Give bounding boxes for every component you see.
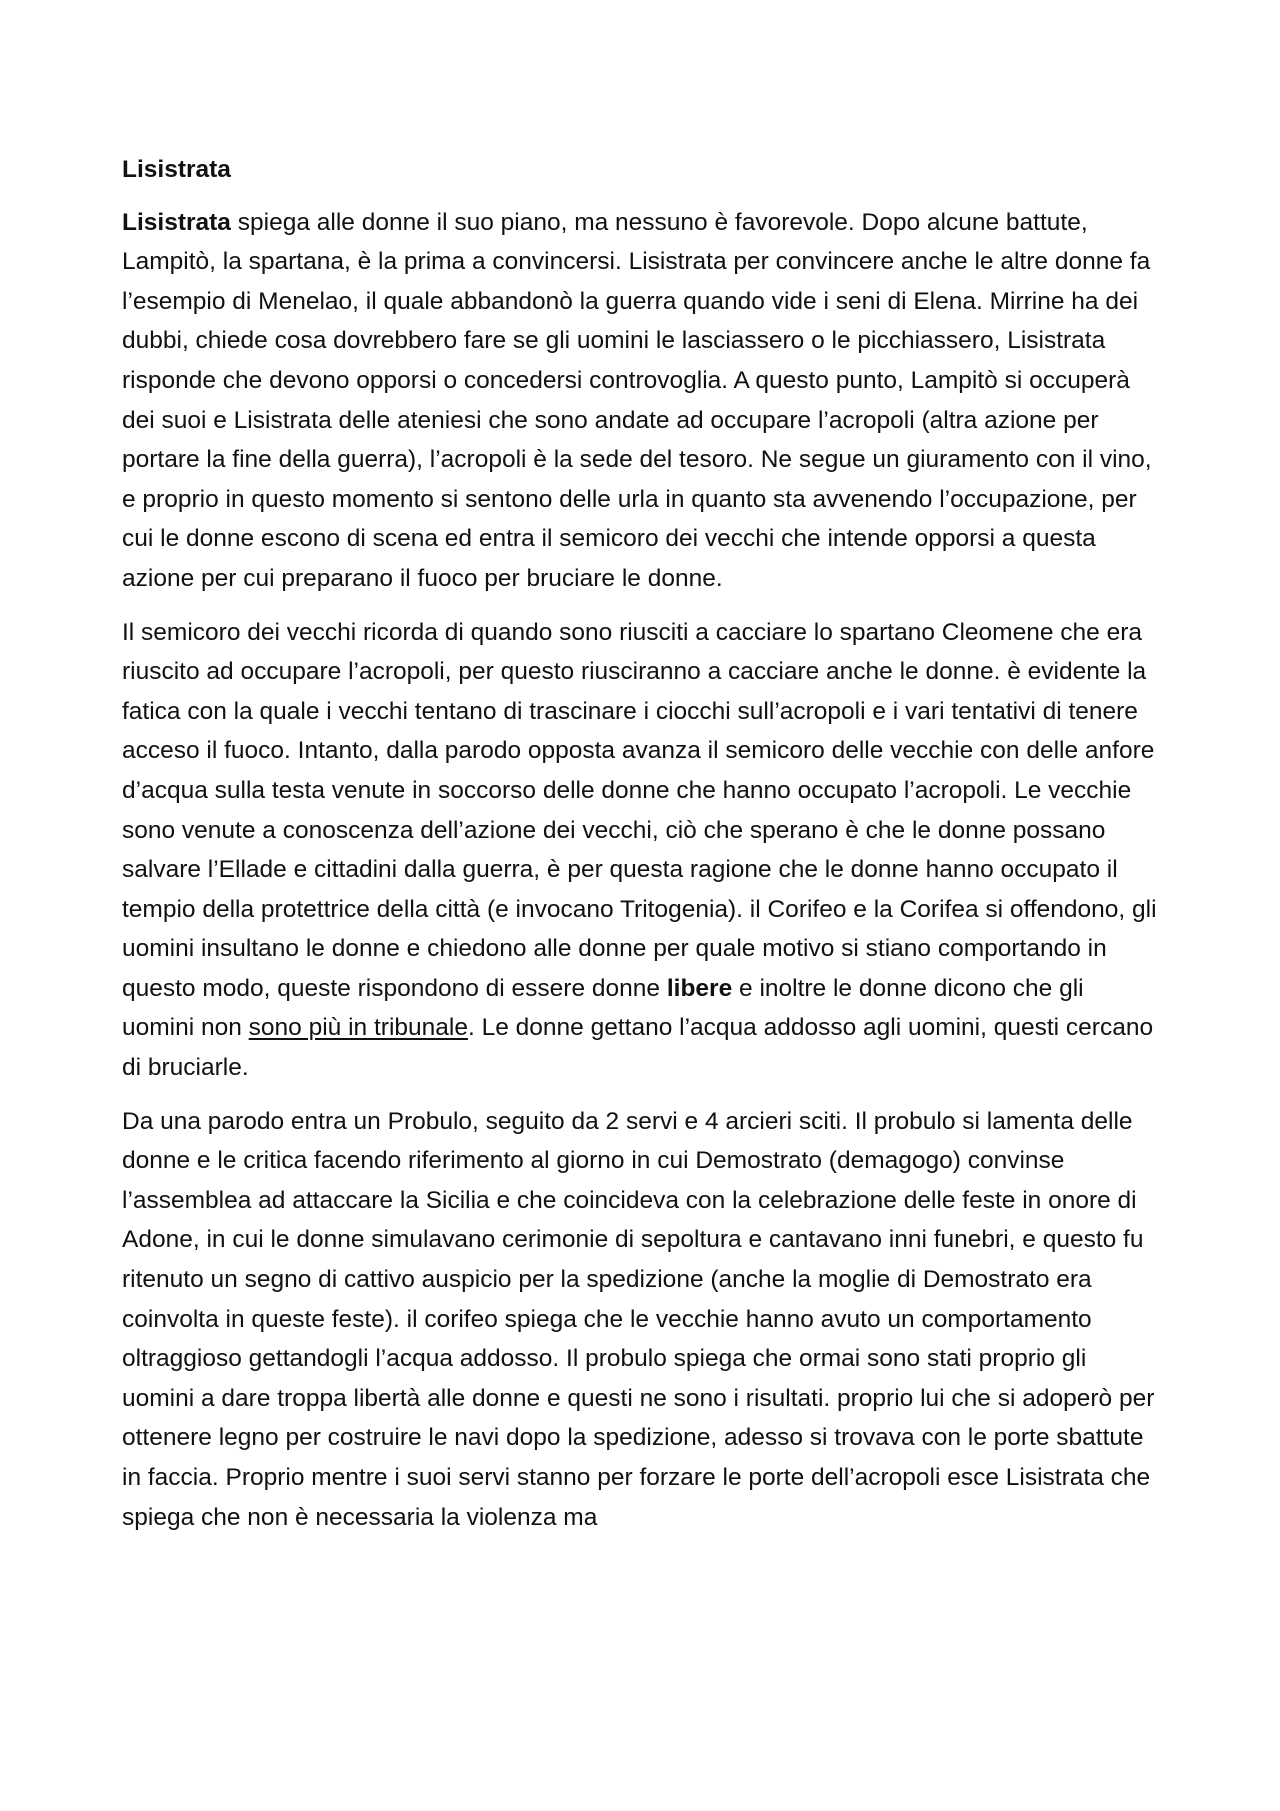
paragraph-2-text-b: e inoltre le donne dicono che gli uomini non — [122, 974, 1084, 1042]
paragraph-2-bold-word: libere — [666, 974, 733, 1002]
document-page — [122, 150, 1162, 1551]
paragraph-3-text: Da una parodo entra un Probulo, seguito da 2 servi e 4 arcieri sciti. Il probulo si lamenta delle donne e le critica facendo riferimento al giorno in cui Demostrato (demagogo) convinse l’assemblea ad attaccare la Sicilia e che coincideva con la celebrazione delle feste in onore di Adone, in cui le donne simulavano cerimonie di sepoltura e cantavano inni funebri, e questo fu ritenuto un segno di cattivo auspicio per la spedizione (anche la moglie di Demostrato era coinvolta in queste feste). il corifeo spiega che le vecchie hanno avuto un comportamento oltraggioso gettandogli l’acqua addosso. Il probulo spiega che ormai sono stati proprio gli uomini a dare troppa libertà alle donne e questi ne sono i risultati. proprio lui che si adoperò per ottenere legno per costruire le navi dopo la spedizione, adesso si trovava con le porte sbattute in faccia. Proprio mentre i suoi servi stanno per forzare le porte dell’acropoli esce Lisistrata che spiega che non è necessaria la violenza ma — [122, 1107, 1155, 1531]
paragraph-1 — [122, 203, 1162, 599]
paragraph-2-underlined-phrase: sono più in tribunale — [248, 1014, 468, 1042]
paragraph-2 — [122, 613, 1162, 1088]
paragraph-2-text-c: . Le donne gettano l’acqua addosso agli uomini, questi cercano di bruciarle. — [122, 1014, 1154, 1082]
paragraph-3 — [122, 1102, 1162, 1538]
paragraph-1-text: spiega alle donne il suo piano, ma nessuno è favorevole. Dopo alcune battute, Lampitò, la spartana, è la prima a convincersi. Lisistrata per convincere anche le altre donne fa l’esempio di Menelao, il quale abbandonò la guerra quando vide i seni di Elena. Mirrine ha dei dubbi, chiede cosa dovrebbero fare se gli uomini le lasciassero o le picchiassero, Lisistrata risponde che devono opporsi o concedersi controvoglia. A questo punto, Lampitò si occuperà dei suoi e Lisistrata delle ateniesi che sono andate ad occupare l’acropoli (altra azione per portare la fine della guerra), l’acropoli è la sede del tesoro. Ne segue un giuramento con il vino, e proprio in questo momento si sentono delle urla in quanto sta avvenendo l’occupazione, per cui le donne escono di scena ed entra il semicoro dei vecchi che intende opporsi a questa azione per cui preparano il fuoco per bruciare le donne. — [122, 208, 1152, 592]
document-title: Lisistrata — [122, 156, 231, 183]
paragraph-1-bold-name: Lisistrata — [122, 208, 231, 236]
paragraph-2-text-a: Il semicoro dei vecchi ricorda di quando sono riusciti a cacciare lo spartano Cleomene che era riuscito ad occupare l’acropoli, per questo riusciranno a cacciare anche le donne. è evidente la fatica con la quale i vecchi tentano di trascinare i ciocchi sull’acropoli e i vari tentativi di tenere acceso il fuoco. Intanto, dalla parodo opposta avanza il semicoro delle vecchie con delle anfore d’acqua sulla testa venute in soccorso delle donne che hanno occupato l’acropoli. Le vecchie sono venute a conoscenza dell’azione dei vecchi, ciò che sperano è che le donne possano salvare l’Ellade e cittadini dalla guerra, è per questa ragione che le donne hanno occupato il tempio della protettrice della città (e invocano Tritogenia). il Corifeo e la Corifea si offendono, gli uomini insultano le donne e chiedono alle donne per quale motivo si stiano comportando in questo modo, queste rispondono di essere donne — [122, 618, 1157, 1002]
